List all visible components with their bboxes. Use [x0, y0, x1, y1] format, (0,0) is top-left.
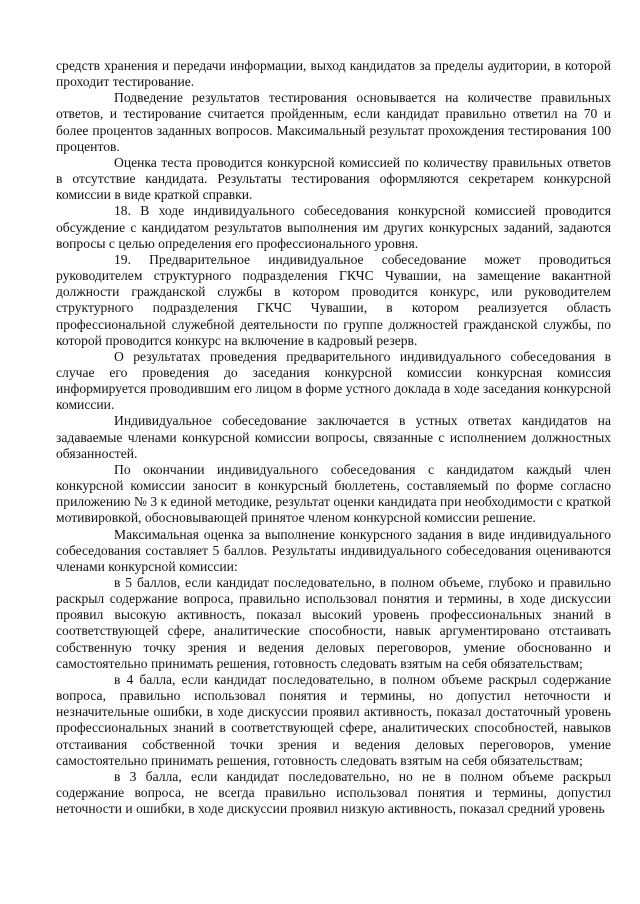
document-page [56, 58, 611, 817]
paragraph-8: По окончании индивидуального собеседования с кандидатом каждый член конкурсной комиссии заносит в конкурсный бюллетень, составляемый по форме согласно приложению № 3 к единой методике, результат оценки кандидата при необходимости с краткой мотивировкой, обосновывающей принятое членом конкурсной комиссии решение. [56, 461, 611, 526]
paragraph-3: Оценка теста проводится конкурсной комиссией по количеству правильных ответов в отсутствие кандидата. Результаты тестирования оформляются секретарем конкурсной комиссии в виде краткой справки. [56, 154, 611, 203]
paragraph-12: в 3 балла, если кандидат последовательно, но не в полном объеме раскрыл содержание вопроса, не всегда правильно использовал понятия и термины, допустил неточности и ошибки, в ходе дискуссии проявил низкую активность, показал средний уровень [56, 768, 611, 817]
paragraph-2: Подведение результатов тестирования основывается на количестве правильных ответов, и тестирование считается пройденным, если кандидат правильно ответил на 70 и более процентов заданных вопросов. Максимальный результат прохождения тестирования 100 процентов. [56, 90, 611, 154]
paragraph-5: 19. Предварительное индивидуальное собеседование может проводиться руководителем структурного подразделения ГКЧС Чувашии, на замещение вакантной должности гражданской службы в котором проводится конкурс, или руководителем структурного подразделения ГКЧС Чувашии, в котором реализуется область профессиональной служебной деятельности по группе должностей гражданской службы, по которой проводится конкурс на включение в кадровый резерв. [56, 251, 611, 348]
paragraph-1: средств хранения и передачи информации, выход кандидатов за пределы аудитории, в которой проходит тестирование. [56, 58, 611, 90]
paragraph-10: в 5 баллов, если кандидат последовательно, в полном объеме, глубоко и правильно раскрыл содержание вопроса, правильно использовал понятия и термины, в ходе дискуссии проявил высокую активность, показал высокий уровень профессиональных знаний в соответствующей сфере, аналитические способности, навык аргументировано отстаивать собственную точку зрения и ведения деловых переговоров, умение обоснованно и самостоятельно принимать решения, готовность следовать взятым на себя обязательствам; [56, 575, 611, 671]
paragraph-4: 18. В ходе индивидуального собеседования конкурсной комиссией проводится обсуждение с кандидатом результатов выполнения им других конкурсных заданий, задаются вопросы с целью определения его профессионального уровня. [56, 203, 611, 251]
paragraph-9: Максимальная оценка за выполнение конкурсного задания в виде индивидуального собеседования составляет 5 баллов. Результаты индивидуального собеседования оцениваются членами конкурсной комиссии: [56, 526, 611, 574]
paragraph-11: в 4 балла, если кандидат последовательно, в полном объеме раскрыл содержание вопроса, правильно использовал понятия и термины, но допустил неточности и незначительные ошибки, в ходе дискуссии проявил активность, показал достаточный уровень профессиональных знаний в соответствующей сфере, аналитических способностей, навыков отстаивания собственной точки зрения и ведения деловых переговоров, умение самостоятельно принимать решения, готовность следовать взятым на себя обязательствам; [56, 671, 611, 768]
paragraph-6: О результатах проведения предварительного индивидуального собеседования в случае его проведения до заседания конкурсной комиссии конкурсная комиссия информируется проводившим его лицом в форме устного доклада в ходе заседания конкурсной комиссии. [56, 348, 611, 413]
paragraph-7: Индивидуальное собеседование заключается в устных ответах кандидатов на задаваемые членами конкурсной комиссии вопросы, связанные с исполнением должностных обязанностей. [56, 413, 611, 461]
